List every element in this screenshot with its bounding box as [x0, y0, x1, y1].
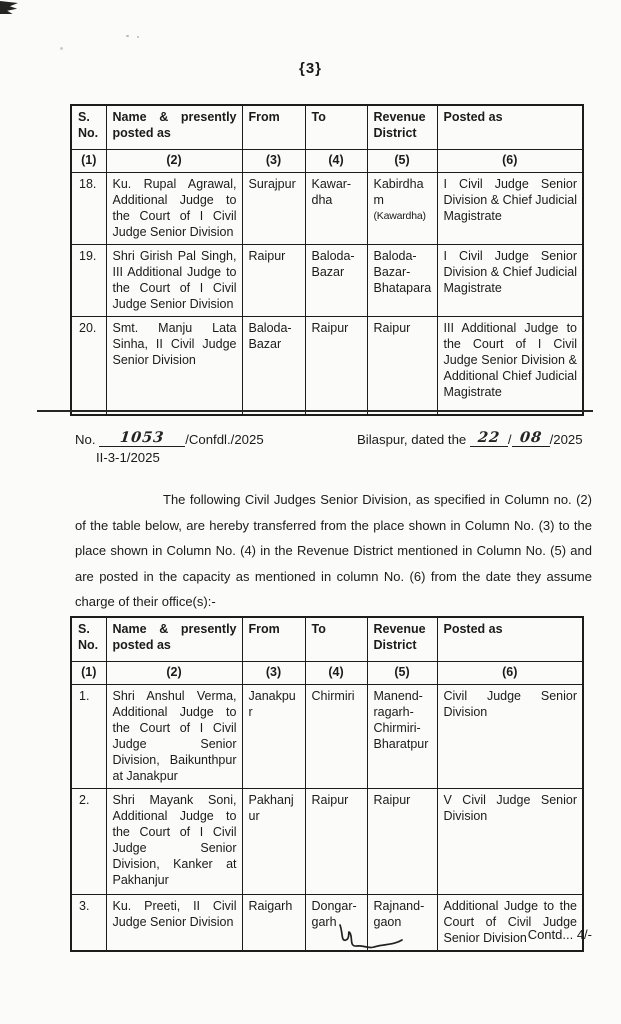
- transfer-table-judges-1-3: [70, 616, 584, 952]
- column-number-row: [71, 149, 583, 172]
- col-header-to: To: [305, 617, 367, 661]
- cell-sno: 2.: [71, 788, 106, 894]
- cell-name: Shri Mayank Soni, Additional Judge to the Court of I Civil Judge Senior Division, Kanker at Pakhanjur: [106, 788, 242, 894]
- page-number: {3}: [298, 60, 323, 77]
- col-header-posted: Posted as: [437, 617, 583, 661]
- scan-speck: [60, 47, 63, 50]
- col-header-district: Revenue District: [367, 617, 437, 661]
- cell-name: Smt. Manju Lata Sinha, II Civil Judge Senior Division: [106, 316, 242, 415]
- cell-from: Surajpur: [242, 172, 305, 244]
- cell-sno: 3.: [71, 894, 106, 951]
- col-num-5: (5): [367, 149, 437, 172]
- signature-mark: [332, 920, 410, 968]
- cell-posted: III Additional Judge to the Court of I Civil Judge Senior Division & Additional Chief Judicial Magistrate: [437, 316, 583, 415]
- cell-district: Rajnand-gaon: [367, 894, 437, 951]
- date-day-handwritten: 22: [476, 429, 501, 446]
- continuation-label: Contd... 4/-: [527, 927, 592, 942]
- cell-to: Dongar-garh: [305, 894, 367, 951]
- cell-from: Raigarh: [242, 894, 305, 951]
- order-paragraph: The following Civil Judges Senior Division, as specified in Column no. (2) of the table below, are hereby transferred from the place shown in Column No. (3) to the place shown in Column No. (4) in the Revenue District mentioned in Column No. (5) and are posted in the capacity as mentioned in column No. (6) from the date they assume charge of their office(s):-: [75, 492, 592, 610]
- cell-from: Pakhanjur: [242, 788, 305, 894]
- cell-sno: 1.: [71, 684, 106, 788]
- col-num-6: (6): [437, 149, 583, 172]
- col-header-name: Name & presently posted as: [106, 105, 242, 149]
- date-prefix: Bilaspur, dated the: [357, 432, 467, 447]
- col-num-2: (2): [106, 661, 242, 684]
- cell-posted: I Civil Judge Senior Division & Chief Judicial Magistrate: [437, 244, 583, 316]
- cell-to: Kawar-dha: [305, 172, 367, 244]
- table-row: [71, 244, 583, 316]
- col-num-1: (1): [71, 661, 106, 684]
- col-num-3: (3): [242, 149, 305, 172]
- date-separator: /: [507, 432, 512, 447]
- cell-posted: V Civil Judge Senior Division: [437, 788, 583, 894]
- section-divider-line: [37, 410, 593, 412]
- table-row: [71, 172, 583, 244]
- col-num-1: (1): [71, 149, 106, 172]
- table-row: [71, 684, 583, 788]
- table-row: [71, 788, 583, 894]
- col-num-2: (2): [106, 149, 242, 172]
- col-header-sno: S. No.: [71, 105, 106, 149]
- table-row: [71, 894, 583, 951]
- cell-posted: Additional Judge to the Court of Civil Judge Senior Division: [437, 894, 583, 951]
- date-year-suffix: /2025: [549, 432, 583, 447]
- district-note: (Kawardha): [373, 209, 426, 222]
- cell-from: Baloda-Bazar: [242, 316, 305, 415]
- col-header-sno: S. No.: [71, 617, 106, 661]
- ref-no-suffix: /Confdl./2025: [185, 432, 264, 447]
- col-header-posted: Posted as: [437, 105, 583, 149]
- cell-to: Raipur: [305, 316, 367, 415]
- col-num-5: (5): [367, 661, 437, 684]
- cell-district: Manend-ragarh-Chirmiri-Bharatpur: [367, 684, 437, 788]
- table-header-row: [71, 617, 583, 661]
- col-num-4: (4): [305, 149, 367, 172]
- cell-to: Baloda-Bazar: [305, 244, 367, 316]
- col-header-district: Revenue District: [367, 105, 437, 149]
- cell-district: Baloda-Bazar-Bhatapara: [367, 244, 437, 316]
- cell-to: Raipur: [305, 788, 367, 894]
- cell-district: [367, 172, 437, 244]
- cell-sno: 19.: [71, 244, 106, 316]
- scan-smudge-artifact: [0, 1, 18, 14]
- cell-sno: 20.: [71, 316, 106, 415]
- cell-name: Ku. Preeti, II Civil Judge Senior Division: [106, 894, 242, 951]
- cell-name: Ku. Rupal Agrawal, Additional Judge to the Court of I Civil Judge Senior Division: [106, 172, 242, 244]
- col-num-6: (6): [437, 661, 583, 684]
- cell-name: Shri Girish Pal Singh, III Additional Judge to the Court of I Civil Judge Senior Division: [106, 244, 242, 316]
- file-number: II-3-1/2025: [96, 450, 160, 465]
- reference-number-block: [75, 429, 264, 465]
- cell-sno: 18.: [71, 172, 106, 244]
- transfer-table-judges-18-20: [70, 104, 584, 416]
- cell-from: Janakpur: [242, 684, 305, 788]
- district-name: Kabirdham: [373, 176, 424, 207]
- scan-speck: [126, 35, 129, 37]
- column-number-row: [71, 661, 583, 684]
- ref-no-handwritten: 1053: [119, 429, 166, 446]
- cell-to: Chirmiri: [305, 684, 367, 788]
- cell-from: Raipur: [242, 244, 305, 316]
- place-date-line: [357, 429, 583, 447]
- col-header-from: From: [242, 105, 305, 149]
- table-header-row: [71, 105, 583, 149]
- ref-no-label: No.: [75, 432, 96, 447]
- scan-speck: [137, 36, 139, 38]
- cell-name: Shri Anshul Verma, Additional Judge to the Court of I Civil Judge Senior Division, Baikunthpur at Janakpur: [106, 684, 242, 788]
- table-row: [71, 316, 583, 415]
- col-header-to: To: [305, 105, 367, 149]
- cell-district: Raipur: [367, 788, 437, 894]
- col-num-3: (3): [242, 661, 305, 684]
- cell-district: Raipur: [367, 316, 437, 415]
- col-header-name: Name & presently posted as: [106, 617, 242, 661]
- col-header-from: From: [242, 617, 305, 661]
- cell-posted: Civil Judge Senior Division: [437, 684, 583, 788]
- cell-posted: I Civil Judge Senior Division & Chief Judicial Magistrate: [437, 172, 583, 244]
- col-num-4: (4): [305, 661, 367, 684]
- date-month-handwritten: 08: [518, 429, 543, 446]
